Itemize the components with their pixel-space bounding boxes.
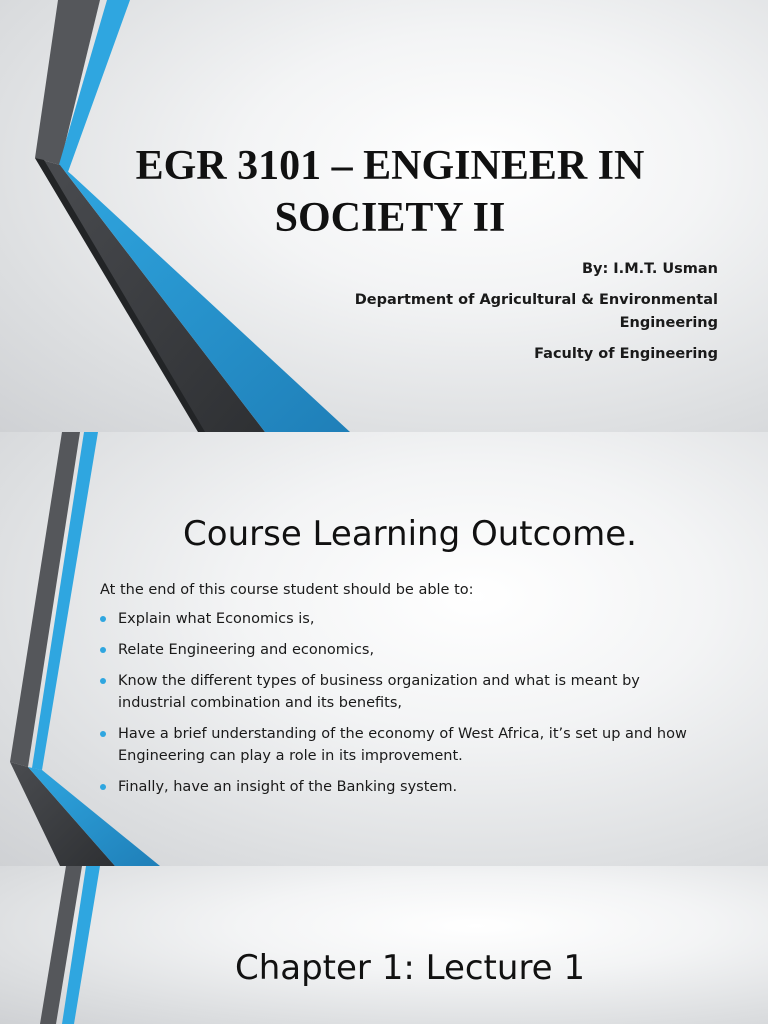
bullet-icon [100, 731, 106, 737]
department-name: Department of Agricultural & Environmental Engineering [354, 292, 718, 331]
bullet-icon [100, 678, 106, 684]
list-item [100, 670, 700, 714]
slide-learning-outcome [0, 432, 768, 866]
list-item-text: Explain what Economics is, [118, 611, 315, 627]
decorative-stripes [0, 866, 768, 1024]
list-item [100, 723, 700, 767]
chapter-heading: Chapter 1: Lecture 1 [234, 948, 586, 988]
bullet-icon [100, 616, 106, 622]
list-item-text: Know the different types of business organization and what is meant by industrial combination and its benefits, [118, 673, 640, 711]
slide-chapter [0, 866, 768, 1024]
intro-text: At the end of this course student should be able to: [100, 582, 474, 598]
faculty-name: Faculty of Engineering [534, 346, 718, 362]
slide-heading: Course Learning Outcome. [183, 514, 637, 554]
bullet-icon [100, 784, 106, 790]
bullet-icon [100, 647, 106, 653]
author-byline: By: I.M.T. Usman [581, 261, 718, 277]
list-item-text: Have a brief understanding of the economy of West Africa, it’s set up and how Engineering can play a role in its improvement. [118, 726, 687, 764]
list-item [100, 776, 700, 798]
list-item-text: Relate Engineering and economics, [118, 642, 375, 658]
outcome-list [100, 608, 700, 807]
list-item-text: Finally, have an insight of the Banking system. [118, 779, 458, 795]
slide-title [0, 0, 768, 432]
list-item [100, 608, 700, 630]
presentation-title: EGR 3101 – ENGINEER IN SOCIETY II [135, 143, 645, 241]
list-item [100, 639, 700, 661]
